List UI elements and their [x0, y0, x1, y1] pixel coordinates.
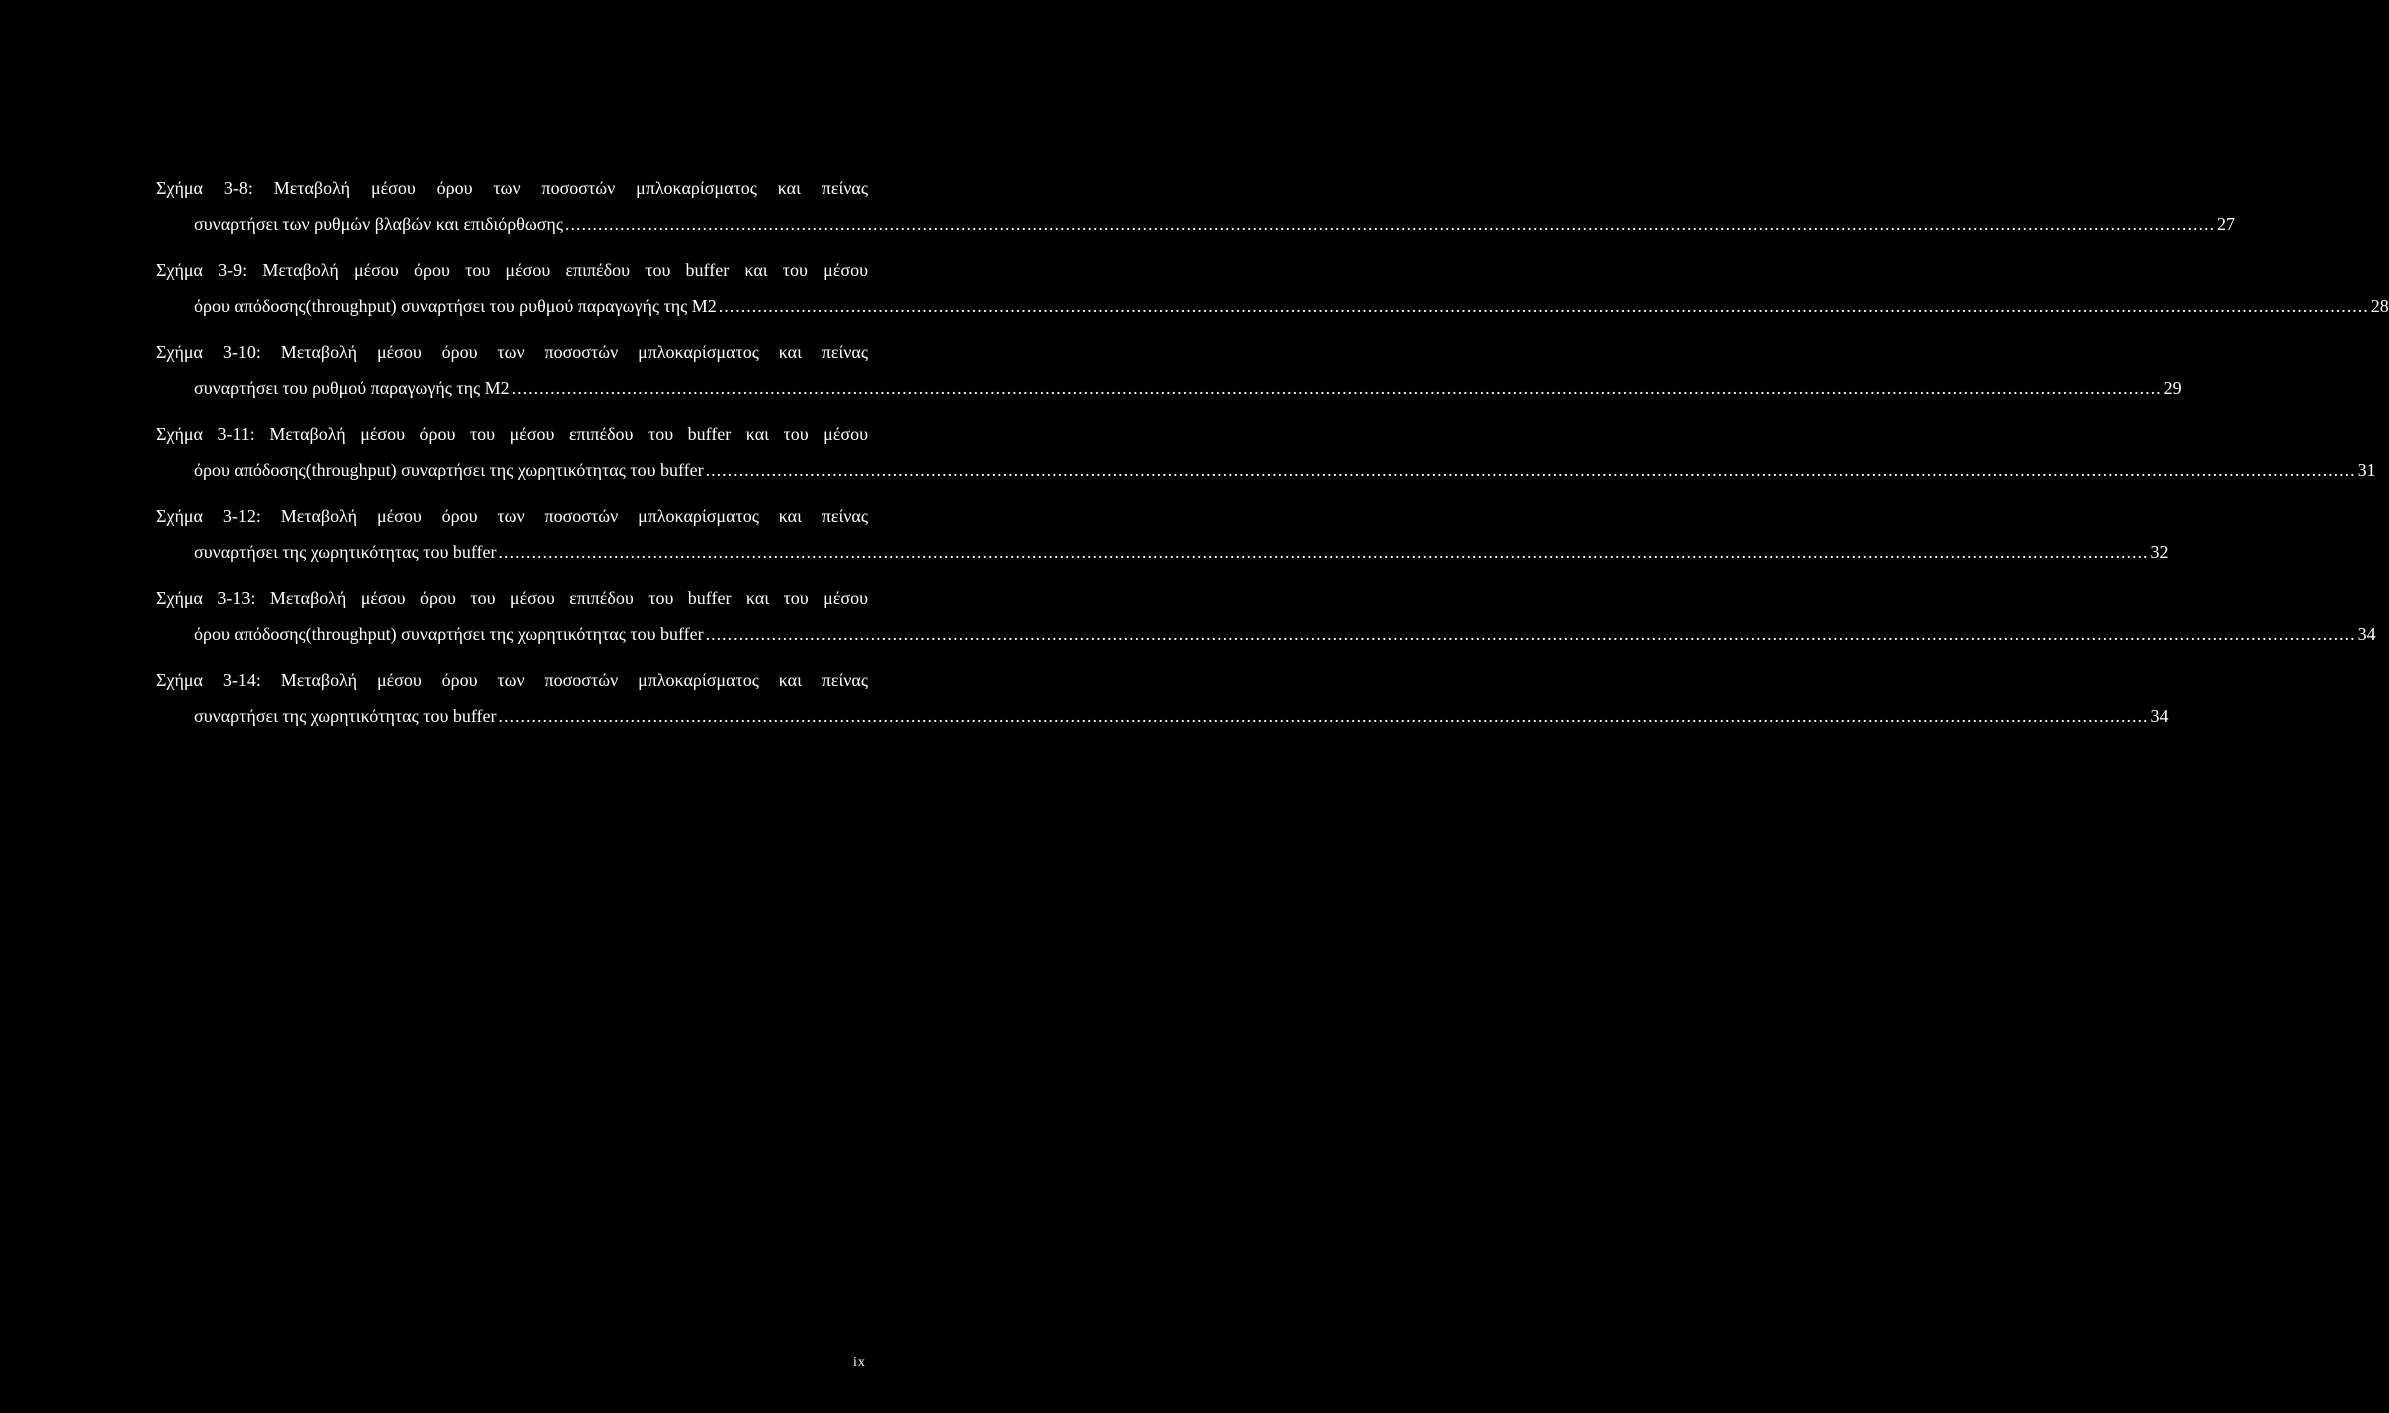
- toc-entry[interactable]: [156, 662, 2169, 734]
- toc-entry[interactable]: [156, 580, 2376, 652]
- entry-page-number: 34: [2150, 706, 2169, 726]
- entry-page-number: 34: [2357, 624, 2376, 644]
- toc-entry[interactable]: [156, 334, 2182, 406]
- dot-leader: ............................................................................................................................................................................................................................................................................................................: [498, 542, 2149, 562]
- entry-page-number: 29: [2163, 378, 2182, 398]
- dot-leader: ............................................................................................................................................................................................................................................................................................................: [564, 214, 2215, 234]
- entry-page-number: 28: [2370, 296, 2389, 316]
- dot-leader: ............................................................................................................................................................................................................................................................................................................: [718, 296, 2369, 316]
- toc-entry[interactable]: [156, 416, 2376, 488]
- entry-caption-second-line: συναρτήσει της χωρητικότητας του buffer: [194, 542, 497, 562]
- entry-caption-first-line: Σχήμα 3-11: Μεταβολή μέσου όρου του μέσου επιπέδου του buffer και του μέσου: [156, 424, 868, 444]
- entry-caption-first-line: Σχήμα 3-13: Μεταβολή μέσου όρου του μέσου επιπέδου του buffer και του μέσου: [156, 588, 868, 608]
- toc-entry[interactable]: [156, 498, 2169, 570]
- entry-caption-second-line: όρου απόδοσης(throughput) συναρτήσει της χωρητικότητας του buffer: [194, 624, 704, 644]
- entry-page-number: 31: [2357, 460, 2376, 480]
- dot-leader: ............................................................................................................................................................................................................................................................................................................: [705, 460, 2356, 480]
- toc-entry[interactable]: [156, 252, 2389, 324]
- entry-caption-second-line: όρου απόδοσης(throughput) συναρτήσει του ρυθμού παραγωγής της M2: [194, 296, 717, 316]
- entry-caption-second-line: συναρτήσει των ρυθμών βλαβών και επιδιόρθωσης: [194, 214, 563, 234]
- entry-caption-second-line: συναρτήσει της χωρητικότητας του buffer: [194, 706, 497, 726]
- list-of-figures: [156, 170, 2389, 744]
- entry-caption-first-line: Σχήμα 3-9: Μεταβολή μέσου όρου του μέσου επιπέδου του buffer και του μέσου: [156, 260, 868, 280]
- entry-caption-first-line: Σχήμα 3-10: Μεταβολή μέσου όρου των ποσοστών μπλοκαρίσματος και πείνας: [156, 342, 868, 362]
- page-number: ix: [853, 1355, 866, 1370]
- entry-caption-second-line: όρου απόδοσης(throughput) συναρτήσει της χωρητικότητας του buffer: [194, 460, 704, 480]
- entry-caption-first-line: Σχήμα 3-14: Μεταβολή μέσου όρου των ποσοστών μπλοκαρίσματος και πείνας: [156, 670, 868, 690]
- entry-page-number: 27: [2216, 214, 2235, 234]
- entry-caption-second-line: συναρτήσει του ρυθμού παραγωγής της M2: [194, 378, 510, 398]
- toc-entry[interactable]: [156, 170, 2235, 242]
- entry-caption-first-line: Σχήμα 3-8: Μεταβολή μέσου όρου των ποσοστών μπλοκαρίσματος και πείνας: [156, 178, 868, 198]
- dot-leader: ............................................................................................................................................................................................................................................................................................................: [511, 378, 2162, 398]
- dot-leader: ............................................................................................................................................................................................................................................................................................................: [498, 706, 2149, 726]
- entry-caption-first-line: Σχήμα 3-12: Μεταβολή μέσου όρου των ποσοστών μπλοκαρίσματος και πείνας: [156, 506, 868, 526]
- entry-page-number: 32: [2150, 542, 2169, 562]
- dot-leader: ............................................................................................................................................................................................................................................................................................................: [705, 624, 2356, 644]
